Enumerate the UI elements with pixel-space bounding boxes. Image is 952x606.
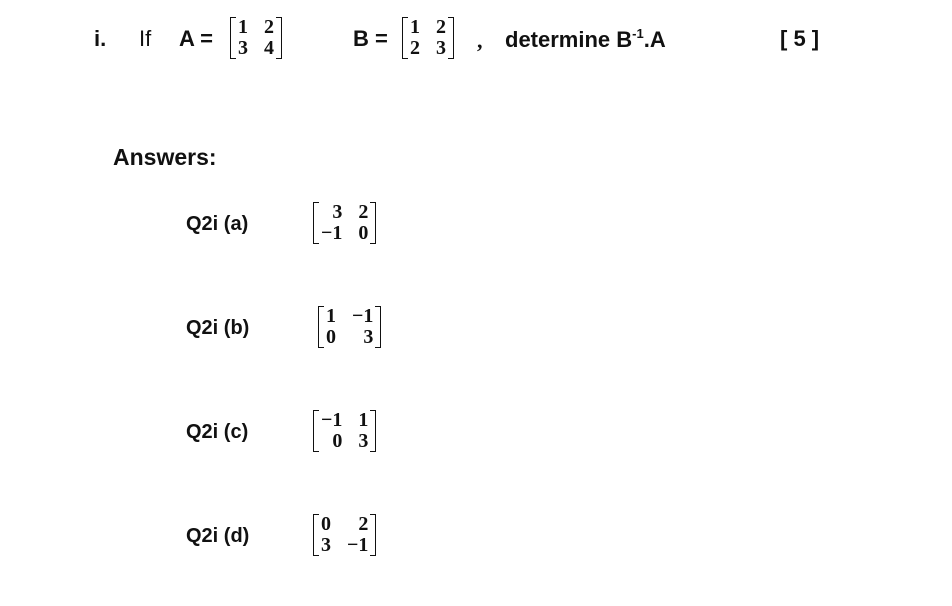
option-d-cell-r2c1: 3 (321, 534, 331, 556)
inverse-superscript: -1 (632, 26, 644, 41)
answers-heading: Answers: (113, 144, 217, 170)
option-b-cells (324, 306, 375, 348)
option-b-matrix (318, 306, 381, 348)
option-c-matrix (313, 410, 376, 452)
matrix-a (230, 17, 282, 59)
right-bracket (276, 17, 282, 59)
option-d-cell-r2c2: −1 (347, 534, 369, 556)
marks-badge: [ 5 ] (780, 26, 820, 51)
matrix-b-cell-r1c1: 1 (410, 16, 420, 38)
matrix-a-cell-r2c2: 4 (264, 37, 274, 59)
question-number: i. (94, 26, 107, 51)
right-bracket (375, 306, 381, 348)
matrix-a-cell-r2c1: 3 (238, 37, 248, 59)
option-a-cell-r2c2: 0 (358, 222, 369, 244)
option-b-cell-r2c2: 3 (363, 326, 374, 348)
matrix-a-cells (236, 17, 276, 59)
matrix-b-cells (408, 17, 448, 59)
option-a-cell-r2c1: −1 (321, 222, 343, 244)
matrix-b-cell-r2c1: 2 (410, 37, 420, 59)
instruction-text (505, 26, 666, 53)
option-d-matrix (313, 514, 376, 556)
option-b-cell-r1c2: −1 (352, 305, 374, 327)
option-d-cell-r1c2: 2 (358, 513, 369, 535)
matrix-b-cell-r2c2: 3 (436, 37, 446, 59)
matrix-b-cell-r1c2: 2 (436, 16, 446, 38)
matrix-b (402, 17, 454, 59)
option-c-label: Q2i (c) (186, 421, 249, 443)
if-text: If (139, 26, 152, 51)
option-b-cell-r1c1: 1 (326, 305, 336, 327)
option-d-cell-r1c1: 0 (321, 513, 331, 535)
option-a-label: Q2i (a) (186, 213, 249, 235)
option-a-cell-r1c2: 2 (358, 201, 369, 223)
comma: , (477, 28, 483, 53)
option-c-cells (319, 410, 370, 452)
option-c-cell-r1c1: −1 (321, 409, 343, 431)
matrix-a-cell-r1c2: 2 (264, 16, 274, 38)
option-b-label: Q2i (b) (186, 317, 250, 339)
right-bracket (448, 17, 454, 59)
option-a-cell-r1c1: 3 (332, 201, 343, 223)
matrix-a-cell-r1c1: 1 (238, 16, 248, 38)
instruction-prefix: determine B (505, 27, 633, 52)
option-a-cells (319, 202, 370, 244)
matrix-b-label: B = (353, 26, 388, 51)
option-d-cells (319, 514, 370, 556)
right-bracket (370, 202, 376, 244)
option-c-cell-r2c1: 0 (332, 430, 343, 452)
option-c-cell-r2c2: 3 (358, 430, 369, 452)
option-d-label: Q2i (d) (186, 525, 250, 547)
option-b-cell-r2c1: 0 (326, 326, 336, 348)
option-a-matrix (313, 202, 376, 244)
instruction-suffix: .A (643, 27, 666, 52)
matrix-a-label: A = (179, 26, 214, 51)
right-bracket (370, 410, 376, 452)
option-c-cell-r1c2: 1 (358, 409, 369, 431)
right-bracket (370, 514, 376, 556)
